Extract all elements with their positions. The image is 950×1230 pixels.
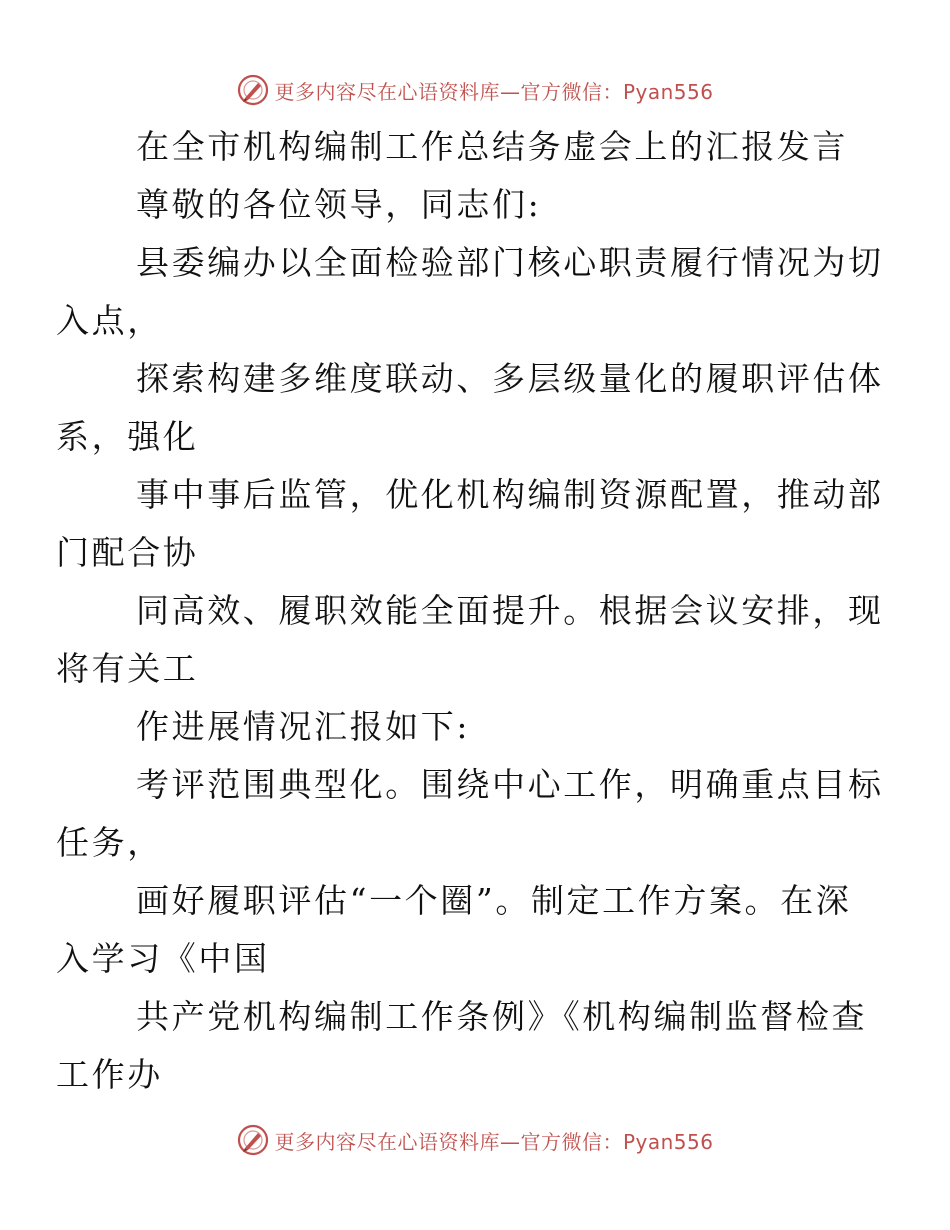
footer-watermark (0, 1120, 950, 1160)
paragraph: 县委编办以全面检验部门核心职责履行情况为切 入点， (56, 243, 884, 340)
pen-logo-icon (236, 1123, 270, 1157)
salutation-line: 尊敬的各位领导，同志们: (136, 185, 542, 224)
watermark-text: 更多内容尽在心语资料库—官方微信：Pyan556 (274, 1129, 714, 1154)
document-body (0, 118, 950, 1104)
paragraph: 探索构建多维度联动、多层级量化的履职评估体 系，强化 (56, 359, 884, 456)
watermark-text: 更多内容尽在心语资料库—官方微信：Pyan556 (274, 79, 714, 104)
paragraph: 画好履职评估“一个圈”。制定工作方案。在深 入学习《中国 (56, 881, 852, 978)
paragraph: 同高效、履职效能全面提升。根据会议安排，现 将有关工 (56, 591, 884, 688)
paragraph: 事中事后监管，优化机构编制资源配置，推动部 门配合协 (56, 475, 884, 572)
paragraph: 考评范围典型化。围绕中心工作，明确重点目标 任务， (56, 765, 884, 862)
paragraph: 作进展情况汇报如下: (136, 707, 471, 746)
pen-logo-icon (236, 73, 270, 107)
header-watermark (0, 70, 950, 110)
title-line: 在全市机构编制工作总结务虚会上的汇报发言 (136, 127, 848, 166)
paragraph: 共产党机构编制工作条例》《机构编制监督检查 工作办 (56, 997, 868, 1094)
